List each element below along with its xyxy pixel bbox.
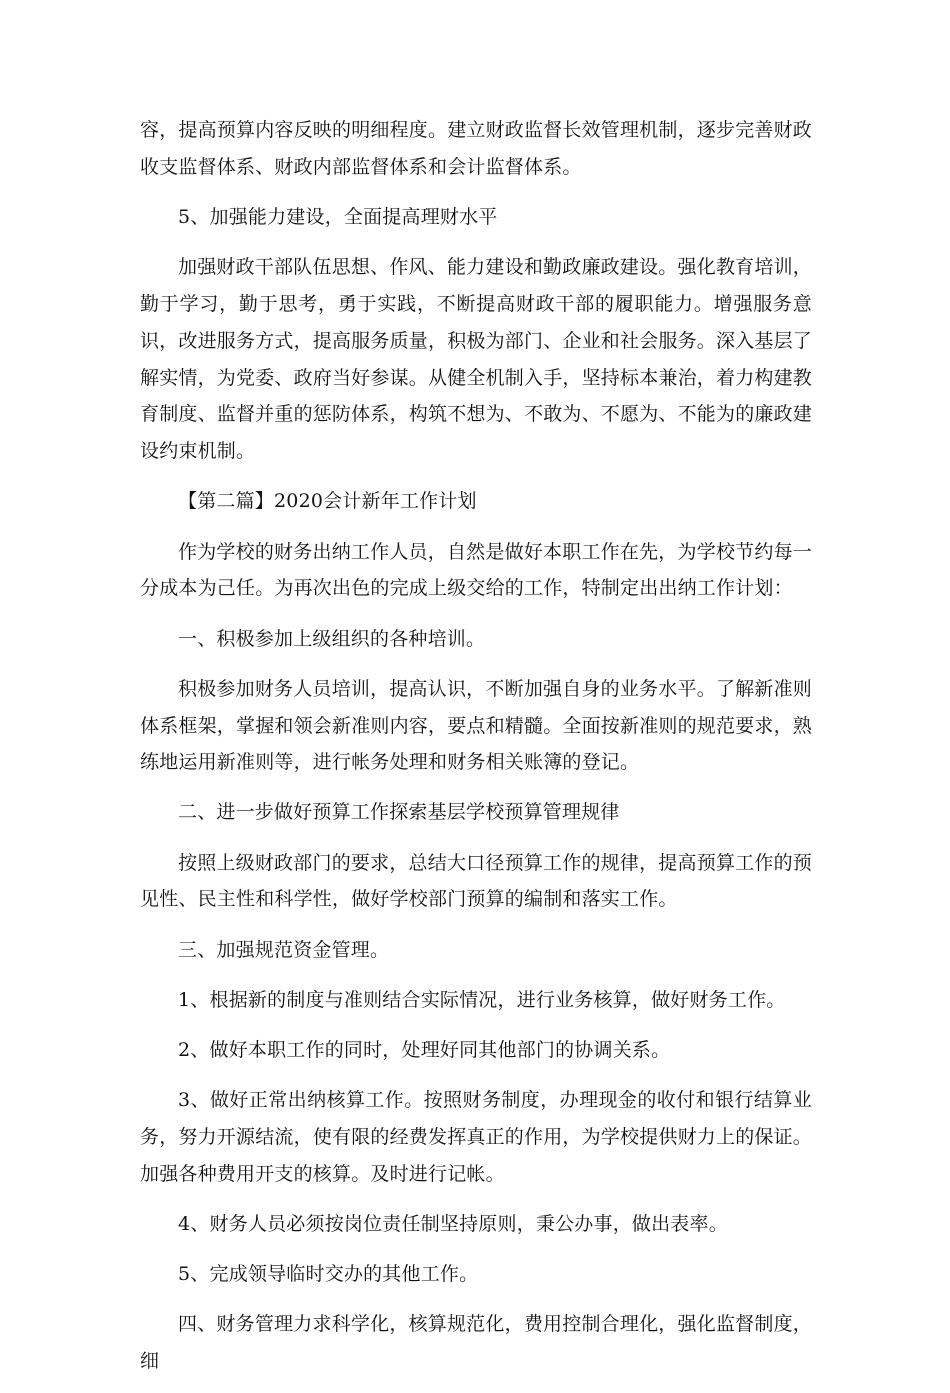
document-paragraph: 三、加强规范资金管理。 [178, 938, 390, 961]
document-paragraph: 四、财务管理力求科学化，核算规范化，费用控制合理化，强化监督制度，细 [140, 1313, 812, 1373]
document-paragraph: 【第二篇】2020会计新年工作计划 [178, 490, 477, 513]
document-paragraph: 加强财政干部队伍思想、作风、能力建设和勤政廉政建设。强化教育培训，勤于学习，勤于思考，勇于实践，不断提高财政干部的履职能力。增强服务意识，改进服务方式，提高服务质量，积极为部门、企业和社会服务。深入基层了解实情，为党委、政府当好参谋。从健全机制入手，坚持标本兼治，着力构建教育制度、监督并重的惩防体系，构筑不想为、不敢为、不愿为、不能为的廉政建设约束机制。 [140, 256, 813, 463]
document-paragraph: 5、加强能力建设，全面提高理财水平 [178, 205, 498, 228]
document-paragraph: 积极参加财务人员培训，提高认识，不断加强自身的业务水平。了解新准则体系框架，掌握和领会新准则内容，要点和精髓。全面按新准则的规范要求，熟练地运用新准则等，进行帐务处理和财务相关账簿的登记。 [140, 677, 813, 774]
document-paragraph: 一、积极参加上级组织的各种培训。 [178, 627, 486, 650]
document-paragraph: 2、做好本职工作的同时，处理好同其他部门的协调关系。 [178, 1039, 671, 1062]
document-paragraph: 按照上级财政部门的要求，总结大口径预算工作的规律，提高预算工作的预见性、民主性和科学性，做好学校部门预算的编制和落实工作。 [140, 851, 812, 911]
document-paragraph: 1、根据新的制度与准则结合实际情况，进行业务核算，做好财务工作。 [178, 988, 786, 1011]
document-paragraph: 容，提高预算内容反映的明细程度。建立财政监督长效管理机制，逐步完善财政收支监督体系、财政内部监督体系和会计监督体系。 [140, 119, 813, 178]
document-paragraph: 4、财务人员必须按岗位责任制坚持原则，秉公办事，做出表率。 [178, 1213, 728, 1235]
document-paragraph: 3、做好正常出纳核算工作。按照财务制度，办理现金的收付和银行结算业务，努力开源结流，使有限的经费发挥真正的作用，为学校提供财力上的保证。加强各种费用开支的核算。及时进行记帐。 [140, 1089, 813, 1185]
document-body [140, 112, 812, 1393]
document-paragraph: 二、进一步做好预算工作探索基层学校预算管理规律 [178, 801, 620, 824]
document-paragraph: 5、完成领导临时交办的其他工作。 [178, 1263, 479, 1286]
document-paragraph: 作为学校的财务出纳工作人员，自然是做好本职工作在先，为学校节约每一分成本为己任。为再次出色的完成上级交给的工作，特制定出出纳工作计划： [140, 540, 812, 600]
